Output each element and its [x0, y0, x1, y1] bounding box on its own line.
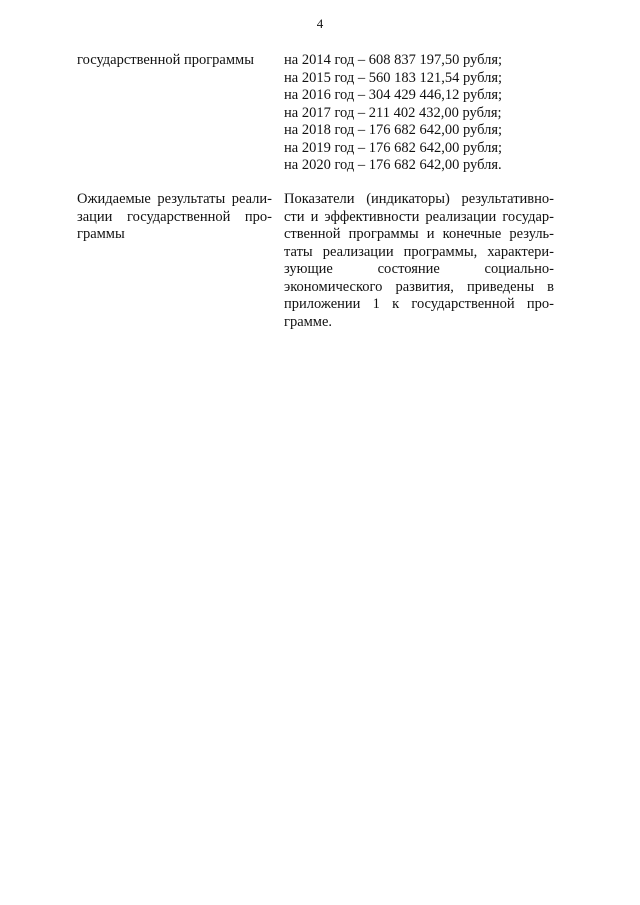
results-text-line: экономического развития, приведены в — [284, 278, 554, 295]
results-text-line: приложении 1 к государственной про- — [284, 296, 554, 312]
page-number: 4 — [316, 16, 324, 31]
results-text-line: таты реализации программы, характери- — [284, 243, 554, 260]
results-label-line: зации государственной про- — [77, 208, 272, 225]
results-text-line: Показатели (индикаторы) результативно- — [284, 191, 554, 207]
funding-year-2020: на 2020 год – 176 682 642,00 рубля. — [284, 157, 502, 173]
funding-year-2014: на 2014 год – 608 837 197,50 рубля; — [284, 52, 503, 68]
results-text-line: ственной программы и конечные резуль- — [284, 226, 554, 242]
funding-year-2017: на 2017 год – 211 402 432,00 рубля; — [284, 104, 502, 121]
results-text-line: сти и эффективности реализации государ- — [284, 208, 554, 225]
funding-year-2015: на 2015 год – 560 183 121,54 рубля; — [284, 69, 503, 86]
funding-year-2016: на 2016 год – 304 429 446,12 рубля; — [284, 87, 503, 103]
results-text-line: зующие состояние социально- — [284, 261, 554, 277]
results-label-line: граммы — [77, 226, 125, 242]
results-text — [284, 191, 554, 331]
funding-year-2018: на 2018 год – 176 682 642,00 рубля; — [284, 122, 503, 138]
funding-years-list — [284, 52, 554, 175]
results-text-line: грамме. — [284, 313, 333, 330]
results-label — [77, 191, 272, 244]
funding-label: государственной программы — [77, 52, 254, 68]
funding-year-2019: на 2019 год – 176 682 642,00 рубля; — [284, 139, 503, 156]
results-label-line: Ожидаемые результаты реали- — [77, 191, 272, 207]
